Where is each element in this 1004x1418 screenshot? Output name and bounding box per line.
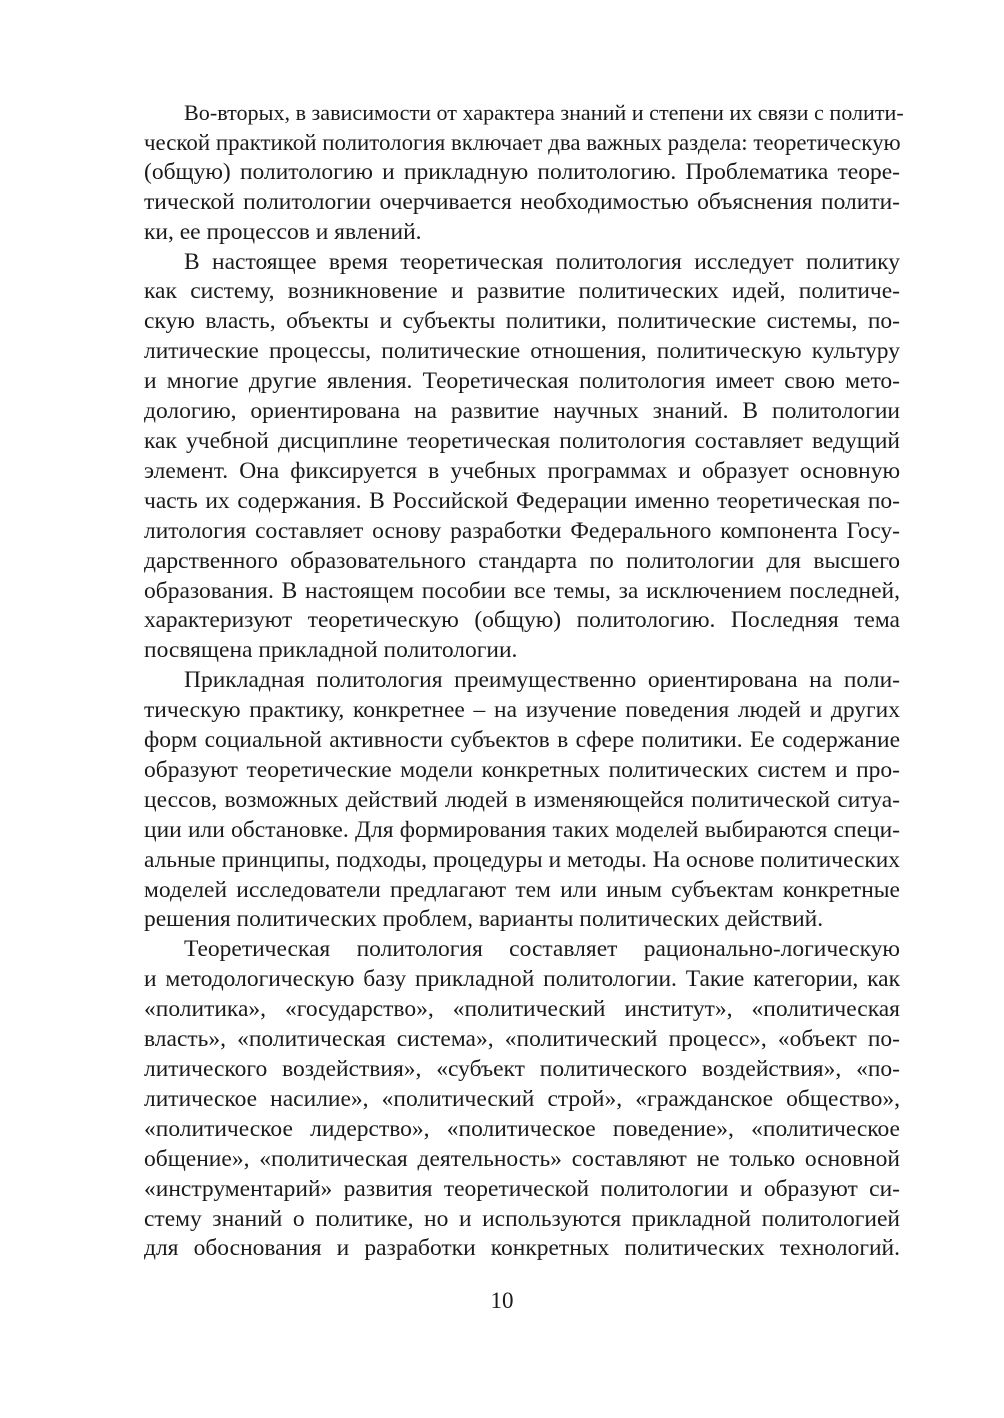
text-line: как учебной дисциплине теоретическая политология составляет ведущий — [144, 427, 900, 454]
text-line: моделей исследователи предлагают тем или иным субъектам конкретные — [144, 876, 900, 903]
text-line: Прикладная политология преимущественно ориентирована на поли- — [184, 667, 900, 694]
text-line: образуют теоретические модели конкретных политических систем и про- — [144, 756, 900, 783]
text-line: литическое насилие», «политический строй», «гражданское общество», — [144, 1085, 900, 1112]
paragraph-1 — [104, 98, 904, 248]
text-line: часть их содержания. В Российской Федерации именно теоретическая по- — [144, 487, 900, 514]
text-line: общение», «политическая деятельность» составляют не только основной — [144, 1145, 900, 1172]
text-line: дологию, ориентирована на развитие научных знаний. В политологии — [144, 398, 900, 425]
text-line: (общую) политологию и прикладную политологию. Проблематика теоре- — [144, 158, 900, 185]
text-line: тическую практику, конкретнее – на изучение поведения людей и других — [144, 697, 900, 724]
text-line: форм социальной активности субъектов в сфере политики. Ее содержание — [144, 727, 900, 754]
text-line: посвящена прикладной политологии. — [144, 637, 518, 664]
text-line: как систему, возникновение и развитие политических идей, политиче- — [144, 278, 900, 305]
text-line: элемент. Она фиксируется в учебных программах и образует основную — [144, 457, 900, 484]
text-line: «инструментарий» развития теоретической политологии и образуют си- — [144, 1175, 900, 1202]
page-number: 10 — [490, 1288, 514, 1313]
text-line: дарственного образовательного стандарта по политологии для высшего — [144, 547, 900, 574]
text-line: ки, ее процессов и явлений. — [144, 218, 422, 245]
text-line: ции или обстановке. Для формирования таких моделей выбираются специ- — [144, 816, 900, 843]
text-line: цессов, возможных действий людей в изменяющейся политической ситуа- — [144, 786, 900, 813]
text-line: Теоретическая политология составляет рационально-логическую — [184, 936, 900, 963]
text-line: литического воздействия», «субъект политического воздействия», «по- — [144, 1056, 900, 1082]
text-line: тической политологии очерчивается необходимостью объяснения полити- — [144, 188, 900, 215]
text-line: альные принципы, подходы, процедуры и методы. На основе политических — [144, 846, 900, 873]
text-line: ческой практикой политология включает два важных раздела: теоретическую — [144, 129, 901, 155]
text-line: литические процессы, политические отношения, политическую культуру — [144, 338, 900, 365]
text-line: для обоснования и разработки конкретных политических технологий. — [144, 1235, 900, 1262]
text-line: решения политических проблем, варианты политических действий. — [144, 906, 824, 933]
text-line: Во-вторых, в зависимости от характера знаний и степени их связи с полити- — [184, 100, 904, 125]
text-line: характеризуют теоретическую (общую) политологию. Последняя тема — [144, 607, 900, 634]
document-body — [104, 98, 904, 1264]
text-line: и многие другие явления. Теоретическая политология имеет свою мето- — [144, 368, 900, 395]
paragraph-4 — [104, 935, 900, 1264]
text-line: В настоящее время теоретическая политология исследует политику — [184, 248, 900, 275]
text-line: «политика», «государство», «политический институт», «политическая — [144, 996, 900, 1023]
text-line: «политическое лидерство», «политическое поведение», «политическое — [144, 1115, 900, 1142]
text-line: скую власть, объекты и субъекты политики, политические системы, по- — [144, 308, 900, 335]
text-line: стему знаний о политике, но и используются прикладной политологией — [144, 1205, 900, 1232]
text-line: литология составляет основу разработки Федерального компонента Госу- — [144, 517, 900, 544]
text-line: и методологическую базу прикладной политологии. Такие категории, как — [144, 966, 900, 993]
paragraph-3 — [104, 666, 900, 935]
text-line: образования. В настоящем пособии все темы, за исключением последней, — [144, 577, 900, 604]
text-line: власть», «политическая система», «политический процесс», «объект по- — [144, 1026, 900, 1053]
paragraph-2 — [104, 248, 900, 667]
